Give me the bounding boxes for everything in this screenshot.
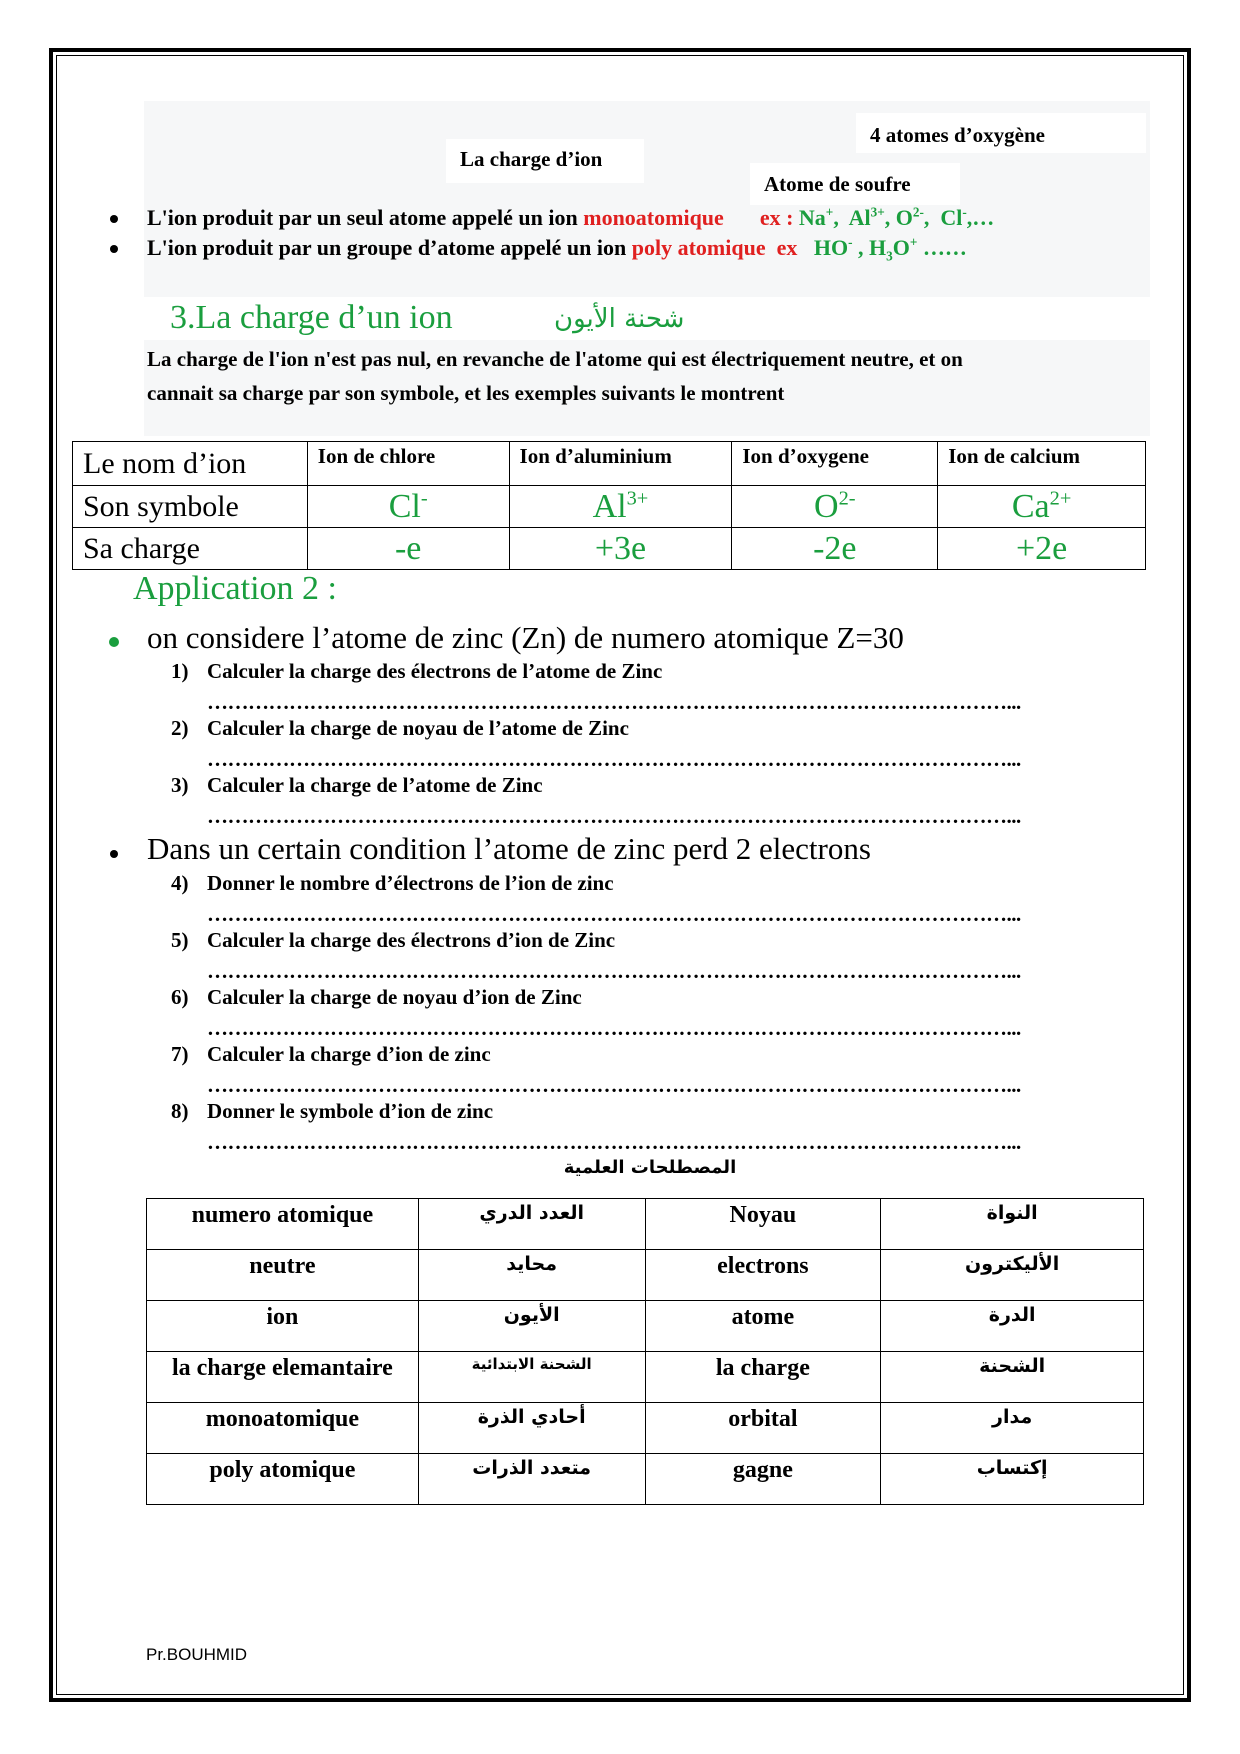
ion-charge-aluminium: +3e xyxy=(509,528,732,570)
answer-line[interactable]: ………………………………………………………………………………………………………... xyxy=(207,804,1021,828)
section3-paragraph-line1: La charge de l'ion n'est pas nul, en revanche de l'atome qui est électriquement neutre, et on xyxy=(147,347,963,371)
answer-line[interactable]: ………………………………………………………………………………………………………... xyxy=(207,959,1021,983)
bullet-monoatomic xyxy=(147,205,994,231)
ion-charge-calcium: +2e xyxy=(938,528,1146,570)
question-text: Calculer la charge des électrons de l’atome de Zinc xyxy=(207,659,663,683)
question-number: 8) xyxy=(171,1099,189,1123)
glossary-row xyxy=(147,1301,1144,1352)
bullet-dot xyxy=(110,245,118,253)
question-text: Calculer la charge de noyau de l’atome de Zinc xyxy=(207,716,629,740)
answer-line[interactable]: ………………………………………………………………………………………………………... xyxy=(207,1073,1021,1097)
question-text: Calculer la charge de noyau d’ion de Zinc xyxy=(207,985,582,1009)
question-number: 5) xyxy=(171,928,189,952)
question-number: 4) xyxy=(171,871,189,895)
term-fr: neutre xyxy=(147,1250,419,1301)
mono-ex-label: ex : xyxy=(759,205,799,230)
poly-text: L'ion produit par un groupe d’atome appelé un ion xyxy=(147,235,632,260)
ion-table-row-names xyxy=(73,442,1146,486)
row-header-name: Le nom d’ion xyxy=(73,442,308,486)
poly-examples: HO- , $H_3O^+$ …… xyxy=(813,234,967,264)
term-fr: gagne xyxy=(645,1454,881,1505)
ion-table-row-symbols xyxy=(73,486,1146,528)
poly-word: poly atomique xyxy=(631,235,766,260)
bullet-dot xyxy=(110,850,118,858)
ion-table-row-charges xyxy=(73,528,1146,570)
ion-charge-chlore: -e xyxy=(307,528,509,570)
bullet-dot-green xyxy=(109,637,119,647)
term-ar: أحادي الذرة xyxy=(418,1403,645,1454)
question-number: 1) xyxy=(171,659,189,683)
row-header-symbol: Son symbole xyxy=(73,486,308,528)
term-fr: monoatomique xyxy=(147,1403,419,1454)
mono-examples: Na+, $Al^{3+}$, $O^{2-}$, Cl-,… xyxy=(798,204,995,230)
glossary-row xyxy=(147,1403,1144,1454)
bullet-dot xyxy=(110,215,118,223)
label-oxygen-atoms: 4 atomes d’oxygène xyxy=(856,113,1146,153)
answer-line[interactable]: ………………………………………………………………………………………………………... xyxy=(207,747,1021,771)
mono-text: L'ion produit par un seul atome appelé un ion xyxy=(147,205,584,230)
application-title: Application 2 : xyxy=(133,570,337,607)
label-sulfur-atom: Atome de soufre xyxy=(750,163,960,205)
ion-name-chlore: Ion de chlore xyxy=(307,442,509,486)
ion-symbol-calcium: $Ca^{2+}$ xyxy=(938,486,1146,528)
section3-paragraph-line2: cannait sa charge par son symbole, et les exemples suivants le montrent xyxy=(147,381,785,405)
term-fr: electrons xyxy=(645,1250,881,1301)
term-ar: الأيون xyxy=(418,1301,645,1352)
glossary-row xyxy=(147,1454,1144,1505)
label-ion-charge: La charge d’ion xyxy=(446,139,644,183)
term-ar: إكتساب xyxy=(881,1454,1144,1505)
glossary-row xyxy=(147,1199,1144,1250)
question-text: Donner le nombre d’électrons de l’ion de zinc xyxy=(207,871,614,895)
row-header-charge: Sa charge xyxy=(73,528,308,570)
term-ar: محايد xyxy=(418,1250,645,1301)
mono-word: monoatomique xyxy=(583,205,724,230)
glossary-row xyxy=(147,1352,1144,1403)
answer-line[interactable]: ………………………………………………………………………………………………………... xyxy=(207,902,1021,926)
ion-symbol-chlore: Cl- xyxy=(307,486,509,528)
question-number: 7) xyxy=(171,1042,189,1066)
term-ar: العدد الدري xyxy=(418,1199,645,1250)
term-ar: النواة xyxy=(881,1199,1144,1250)
ion-name-oxygene: Ion d’oxygene xyxy=(732,442,938,486)
term-fr: la charge xyxy=(645,1352,881,1403)
term-fr: poly atomique xyxy=(147,1454,419,1505)
ion-symbol-aluminium: $Al^{3+}$ xyxy=(509,486,732,528)
answer-line[interactable]: ………………………………………………………………………………………………………... xyxy=(207,1130,1021,1154)
ion-name-calcium: Ion de calcium xyxy=(938,442,1146,486)
poly-ex-label: ex xyxy=(776,235,798,260)
term-ar: متعدد الذرات xyxy=(418,1454,645,1505)
term-fr: la charge elemantaire xyxy=(147,1352,419,1403)
term-ar: مدار xyxy=(881,1403,1144,1454)
question-number: 2) xyxy=(171,716,189,740)
ion-name-aluminium: Ion d’aluminium xyxy=(509,442,732,486)
term-ar: الأليكترون xyxy=(881,1250,1144,1301)
question-number: 6) xyxy=(171,985,189,1009)
ion-charge-oxygene: -2e xyxy=(732,528,938,570)
application-intro-1: on considere l’atome de zinc (Zn) de numero atomique Z=30 xyxy=(147,620,904,655)
term-ar: الشحنة الابتدائية xyxy=(418,1352,645,1403)
ion-table xyxy=(72,441,1146,570)
bullet-polyatomic xyxy=(147,234,967,264)
term-fr: Noyau xyxy=(645,1199,881,1250)
section3-title: 3.La charge d’un ion xyxy=(170,299,453,336)
question-number: 3) xyxy=(171,773,189,797)
section3-title-ar: شحنة الأيون xyxy=(554,304,685,334)
application-intro-2: Dans un certain condition l’atome de zinc perd 2 electrons xyxy=(147,831,871,866)
question-text: Donner le symbole d’ion de zinc xyxy=(207,1099,494,1123)
answer-line[interactable]: ………………………………………………………………………………………………………... xyxy=(207,1016,1021,1040)
ion-symbol-oxygene: $O^{2-}$ xyxy=(732,486,938,528)
question-text: Calculer la charge des électrons d’ion de Zinc xyxy=(207,928,616,952)
term-ar: الشحنة xyxy=(881,1352,1144,1403)
glossary-row xyxy=(147,1250,1144,1301)
question-text: Calculer la charge d’ion de zinc xyxy=(207,1042,491,1066)
term-fr: ion xyxy=(147,1301,419,1352)
term-fr: numero atomique xyxy=(147,1199,419,1250)
term-ar: الدرة xyxy=(881,1301,1144,1352)
glossary-title: المصطلحات العلمية xyxy=(563,1157,737,1178)
glossary-table xyxy=(146,1198,1144,1505)
answer-line[interactable]: ………………………………………………………………………………………………………... xyxy=(207,690,1021,714)
question-text: Calculer la charge de l’atome de Zinc xyxy=(207,773,543,797)
footer-author: Pr.BOUHMID xyxy=(146,1645,248,1664)
term-fr: atome xyxy=(645,1301,881,1352)
term-fr: orbital xyxy=(645,1403,881,1454)
